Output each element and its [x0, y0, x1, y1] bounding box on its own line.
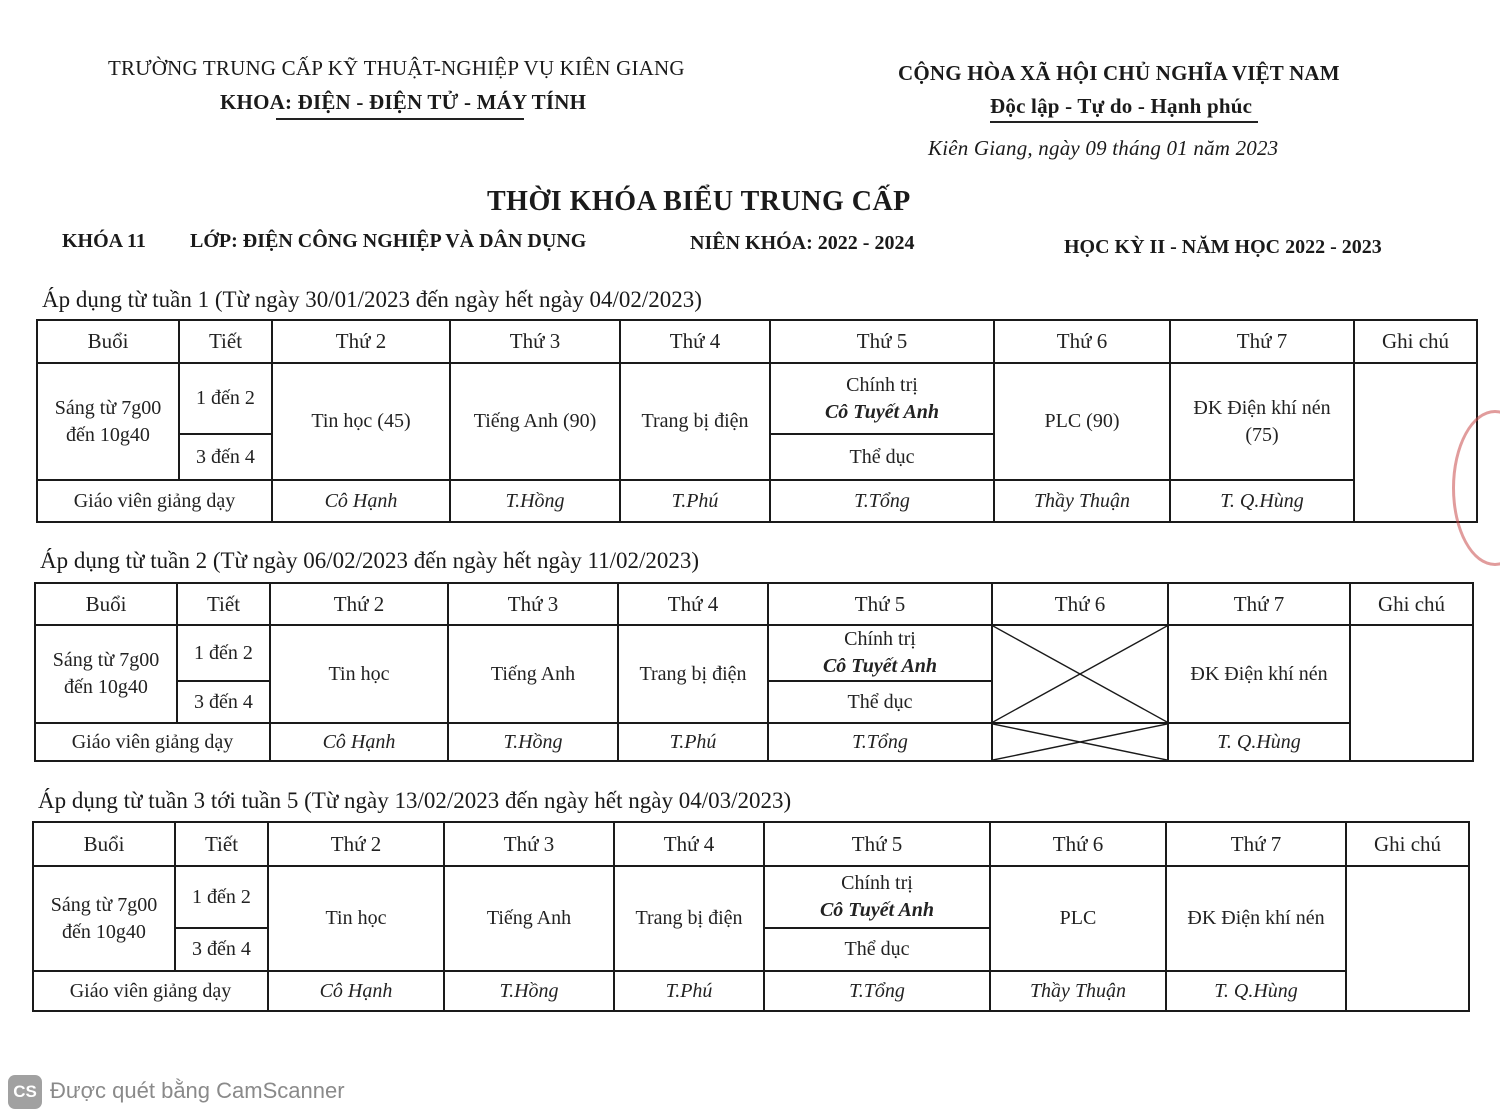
header-row — [33, 822, 1469, 866]
teacher-sat: T. Q.Hùng — [1166, 971, 1346, 1011]
session-cell: Sáng từ 7g00 đến 10g40 — [33, 866, 175, 971]
teacher-mon: Cô Hạnh — [272, 480, 450, 522]
mon-subject: Tin học (45) — [272, 363, 450, 480]
period-cell: 1 đến 2 — [175, 866, 268, 928]
col-session: Buổi — [37, 320, 179, 363]
teacher-wed: T.Phú — [618, 723, 768, 761]
col-mon: Thứ 2 — [272, 320, 450, 363]
col-notes: Ghi chú — [1354, 320, 1477, 363]
teacher-tue: T.Hồng — [448, 723, 618, 761]
header-row — [35, 583, 1473, 625]
period-cell: 3 đến 4 — [177, 681, 270, 723]
semester-label: HỌC KỲ II - NĂM HỌC 2022 - 2023 — [1064, 236, 1382, 258]
col-period: Tiết — [177, 583, 270, 625]
section-2-label: Áp dụng từ tuần 2 (Từ ngày 06/02/2023 đến ngày hết ngày 11/02/2023) — [40, 548, 700, 573]
tue-subject: Tiếng Anh — [444, 866, 614, 971]
col-wed: Thứ 4 — [614, 822, 764, 866]
teacher-row-label: Giáo viên giảng dạy — [37, 480, 272, 522]
thu-subject-top — [764, 866, 990, 928]
col-thu: Thứ 5 — [770, 320, 994, 363]
fri-crossed-teacher — [992, 723, 1168, 761]
scanner-watermark: Được quét bằng CamScanner — [50, 1078, 345, 1103]
sat-subject: ĐK Điện khí nén (75) — [1170, 363, 1354, 480]
teacher-tue: T.Hồng — [444, 971, 614, 1011]
col-tue: Thứ 3 — [448, 583, 618, 625]
sat-subject: ĐK Điện khí nén — [1168, 625, 1350, 723]
session-cell: Sáng từ 7g00 đến 10g40 — [37, 363, 179, 480]
faculty-name: KHOA: ĐIỆN - ĐIỆN TỬ - MÁY TÍNH — [220, 90, 587, 114]
thu-subject-bottom: Thể dục — [770, 434, 994, 480]
col-tue: Thứ 3 — [444, 822, 614, 866]
cross-out-mark — [993, 724, 1167, 760]
sat-subject: ĐK Điện khí nén — [1166, 866, 1346, 971]
teacher-thu: T.Tổng — [764, 971, 990, 1011]
period-cell: 3 đến 4 — [175, 928, 268, 971]
thu-subject-bottom: Thể dục — [768, 681, 992, 723]
thu-subject-name: Chính trị — [846, 373, 918, 396]
period-cell: 1 đến 2 — [179, 363, 272, 434]
section-1-label: Áp dụng từ tuần 1 (Từ ngày 30/01/2023 đến ngày hết ngày 04/02/2023) — [42, 287, 702, 312]
teacher-mon: Cô Hạnh — [268, 971, 444, 1011]
thu-subject-teacher: Cô Tuyết Anh — [824, 400, 940, 423]
thu-subject-teacher: Cô Tuyết Anh — [819, 899, 935, 921]
wed-subject: Trang bị điện — [618, 625, 768, 723]
years-label: NIÊN KHÓA: 2022 - 2024 — [690, 232, 915, 254]
thu-subject-teacher: Cô Tuyết Anh — [822, 655, 938, 677]
col-mon: Thứ 2 — [268, 822, 444, 866]
table-row — [33, 866, 1469, 928]
schedule-table-week-1 — [36, 319, 1478, 523]
teacher-row — [37, 480, 1477, 522]
cross-out-mark — [993, 626, 1167, 722]
fri-crossed-cell — [992, 625, 1168, 723]
col-sat: Thứ 7 — [1170, 320, 1354, 363]
teacher-mon: Cô Hạnh — [270, 723, 448, 761]
period-cell: 1 đến 2 — [177, 625, 270, 681]
schedule-table-week-2 — [34, 582, 1474, 762]
page-title: THỜI KHÓA BIỂU TRUNG CẤP — [487, 186, 911, 217]
thu-subject-bottom: Thể dục — [764, 928, 990, 971]
wed-subject: Trang bị điện — [620, 363, 770, 480]
teacher-row-label: Giáo viên giảng dạy — [33, 971, 268, 1011]
col-tue: Thứ 3 — [450, 320, 620, 363]
fri-subject: PLC — [990, 866, 1166, 971]
thu-subject-top — [770, 363, 994, 434]
thu-subject-name: Chính trị — [844, 628, 916, 650]
motto: Độc lập - Tự do - Hạnh phúc — [990, 94, 1253, 118]
col-fri: Thứ 6 — [990, 822, 1166, 866]
teacher-fri: Thầy Thuận — [994, 480, 1170, 522]
col-thu: Thứ 5 — [768, 583, 992, 625]
country-name: CỘNG HÒA XÃ HỘI CHỦ NGHĨA VIỆT NAM — [898, 61, 1340, 85]
table-row — [35, 625, 1473, 681]
col-notes: Ghi chú — [1350, 583, 1473, 625]
teacher-sat: T. Q.Hùng — [1168, 723, 1350, 761]
header-row — [37, 320, 1477, 363]
notes-cell — [1350, 625, 1473, 761]
col-session: Buổi — [35, 583, 177, 625]
teacher-row-label: Giáo viên giảng dạy — [35, 723, 270, 761]
tue-subject: Tiếng Anh — [448, 625, 618, 723]
col-mon: Thứ 2 — [270, 583, 448, 625]
notes-cell — [1346, 866, 1469, 1011]
teacher-wed: T.Phú — [620, 480, 770, 522]
teacher-sat: T. Q.Hùng — [1170, 480, 1354, 522]
col-fri: Thứ 6 — [992, 583, 1168, 625]
section-3-label: Áp dụng từ tuần 3 tới tuần 5 (Từ ngày 13/02/2023 đến ngày hết ngày 04/03/2023) — [38, 788, 792, 813]
camscanner-logo-icon: CS — [8, 1075, 42, 1109]
teacher-thu: T.Tổng — [770, 480, 994, 522]
mon-subject: Tin học — [270, 625, 448, 723]
teacher-thu: T.Tổng — [768, 723, 992, 761]
teacher-row — [33, 971, 1469, 1011]
col-sat: Thứ 7 — [1166, 822, 1346, 866]
col-wed: Thứ 4 — [620, 320, 770, 363]
class-label: LỚP: ĐIỆN CÔNG NGHIỆP VÀ DÂN DỤNG — [190, 230, 587, 252]
thu-subject-top — [768, 625, 992, 681]
teacher-wed: T.Phú — [614, 971, 764, 1011]
col-wed: Thứ 4 — [618, 583, 768, 625]
fri-subject: PLC (90) — [994, 363, 1170, 480]
table-row — [37, 363, 1477, 434]
date-line: Kiên Giang, ngày 09 tháng 01 năm 2023 — [928, 136, 1279, 160]
session-cell: Sáng từ 7g00 đến 10g40 — [35, 625, 177, 723]
col-notes: Ghi chú — [1346, 822, 1469, 866]
teacher-row — [35, 723, 1473, 761]
col-period: Tiết — [175, 822, 268, 866]
course-label: KHÓA 11 — [62, 230, 146, 252]
teacher-fri: Thầy Thuận — [990, 971, 1166, 1011]
col-thu: Thứ 5 — [764, 822, 990, 866]
period-cell: 3 đến 4 — [179, 434, 272, 480]
faculty-underline — [276, 118, 524, 120]
col-sat: Thứ 7 — [1168, 583, 1350, 625]
col-period: Tiết — [179, 320, 272, 363]
teacher-tue: T.Hồng — [450, 480, 620, 522]
thu-subject-name: Chính trị — [841, 872, 913, 894]
mon-subject: Tin học — [268, 866, 444, 971]
motto-underline — [990, 121, 1258, 123]
col-fri: Thứ 6 — [994, 320, 1170, 363]
schedule-table-week-3-5 — [32, 821, 1470, 1012]
col-session: Buổi — [33, 822, 175, 866]
school-name: TRƯỜNG TRUNG CẤP KỸ THUẬT-NGHIỆP VỤ KIÊN GIANG — [108, 56, 685, 80]
tue-subject: Tiếng Anh (90) — [450, 363, 620, 480]
wed-subject: Trang bị điện — [614, 866, 764, 971]
